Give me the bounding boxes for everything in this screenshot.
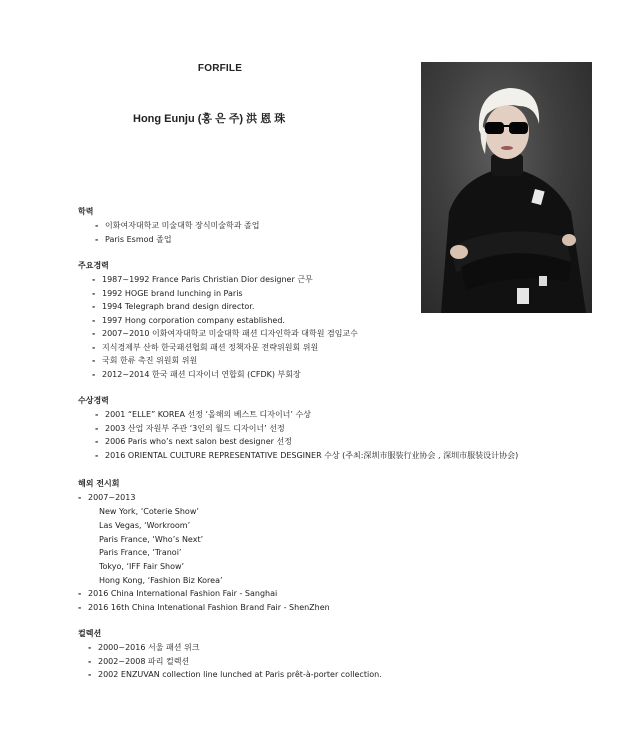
awards-heading: 수상경력 — [78, 396, 109, 405]
education-heading: 학력 — [78, 207, 94, 216]
list-item: - 1994 Telegraph brand design director. — [92, 300, 358, 314]
document-title: FORFILE — [197, 63, 243, 74]
list-item: - 2002 ENZUVAN collection line lunched at Paris prêt-à-porter collection. — [88, 668, 382, 682]
list-item: - 1997 Hong corporation company established. — [92, 314, 358, 328]
list-item: Tokyo, ‘IFF Fair Show’ — [99, 562, 185, 572]
list-item: - 2016 China International Fashion Fair - Sanghai — [78, 587, 330, 601]
list-item: New York, ‘Coterie Show’ — [99, 507, 199, 516]
list-item: - 1992 HOGE brand lunching in Paris — [92, 287, 358, 301]
exhibitions-period — [78, 491, 135, 505]
list-item: Hong Kong, ‘Fashion Biz Korea’ — [99, 575, 223, 585]
list-item: - 2007~2010 이화여자대학교 미술대학 패션 디자인학과 대학원 겸임교수 — [92, 327, 358, 341]
list-item: Paris France, ‘Who’s Next’ — [99, 534, 204, 544]
list-item: - 2007~2013 — [78, 491, 135, 505]
list-item: - 2006 Paris who’s next salon best designer 선정 — [95, 435, 518, 449]
list-item: - 2012~2014 한국 패션 디자이너 연합회 (CFDK) 부회장 — [92, 368, 358, 382]
list-item: - 2001 “ELLE” KOREA 선정 ‘올해의 베스트 디자이너’ 수상 — [95, 408, 518, 422]
list-item: Paris France, ‘Tranoi’ — [99, 548, 182, 558]
list-item: - 지식경제부 산하 한국패션협회 패션 정책자문 전략위원회 위원 — [92, 341, 358, 355]
list-item: - 2016 16th China Intenational Fashion Brand Fair - ShenZhen — [78, 601, 330, 615]
collections-list — [88, 641, 382, 682]
portrait-illustration — [421, 62, 592, 313]
list-item: - 2016 ORIENTAL CULTURE REPRESENTATIVE DESGINER 수상 (주최:深圳市服装行业协会 , 深圳市服装设计协会) — [95, 449, 518, 463]
collections-heading: 컬렉션 — [78, 629, 102, 638]
list-item: - 1987~1992 France Paris Christian Dior designer 근무 — [92, 273, 358, 287]
exhibitions-others — [78, 587, 330, 614]
designer-name: Hong Eunju (홍 은 주) 洪 恩 珠 — [133, 113, 286, 125]
list-item: - Paris Esmod 졸업 — [95, 233, 259, 247]
list-item: - 2003 산업 자원부 주관 ‘3인의 월드 디자이너’ 선정 — [95, 422, 518, 436]
career-list — [92, 273, 358, 381]
education-list — [95, 219, 259, 246]
exhibitions-heading: 해외 전시회 — [78, 479, 120, 488]
list-item: - 이화여자대학교 미술대학 장식미술학과 졸업 — [95, 219, 259, 233]
list-item: - 국회 한류 촉진 위원회 위원 — [92, 354, 358, 368]
list-item: - 2002~2008 파리 컬렉션 — [88, 655, 382, 669]
list-item: - 2000~2016 서울 패션 위크 — [88, 641, 382, 655]
portrait-photo — [421, 62, 592, 313]
career-heading: 주요경력 — [78, 261, 109, 270]
awards-list — [95, 408, 518, 462]
list-item: Las Vegas, ‘Workroom’ — [99, 520, 191, 530]
exhibitions-shows — [99, 505, 223, 588]
